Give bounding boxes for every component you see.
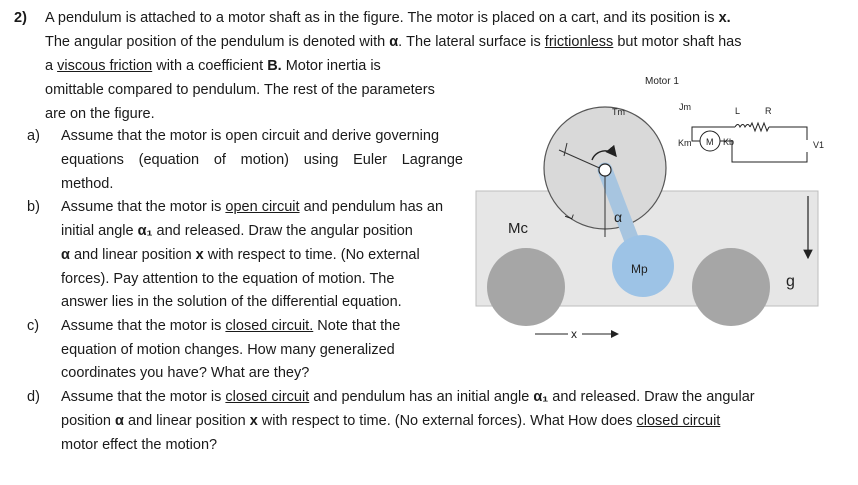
right-wheel xyxy=(692,248,770,326)
motor-m-label: M xyxy=(706,137,714,147)
intro-text: A pendulum is attached to a motor shaft as in the figure. The motor is placed on a cart, and its position is xyxy=(45,10,719,26)
part-b-line-5: answer lies in the solution of the differential equation. xyxy=(61,294,402,310)
x-symbol: x. xyxy=(718,10,731,26)
tm-label: Tm xyxy=(612,107,625,117)
motor-shaft xyxy=(599,164,611,176)
intro-line-3: a viscous friction with a coefficient B. Motor inertia is xyxy=(45,58,381,74)
intro-line-2: The angular position of the pendulum is denoted with α. The lateral surface is frictionless but motor shaft has xyxy=(45,34,742,50)
inductor-label: L xyxy=(735,106,741,116)
left-wheel xyxy=(487,248,565,326)
alpha-label: α xyxy=(614,209,623,225)
part-c-line-3: coordinates you have? What are they? xyxy=(61,365,310,381)
motor-label: Motor 1 xyxy=(645,76,679,87)
jm-label: Jm xyxy=(679,102,691,112)
part-d-line-3: motor effect the motion? xyxy=(61,437,218,453)
voltage-label: V1 xyxy=(813,140,825,150)
part-b-line-3: α and linear position x with respect to time. (No external xyxy=(61,247,420,263)
problem-number: 2) xyxy=(14,10,27,26)
circuit-wire-bottom xyxy=(732,141,807,162)
cart-mass-label: Mc xyxy=(508,220,528,237)
part-d-line-1: Assume that the motor is closed circuit and pendulum has an initial angle α₁ and released. Draw the angular xyxy=(61,389,755,405)
length-label: L xyxy=(563,211,577,222)
part-b-line-4: forces). Pay attention to the equation of motion. The xyxy=(61,271,395,287)
gravity-label: g xyxy=(786,273,795,290)
part-a-label: a) xyxy=(27,128,40,144)
part-a-line-3: method. xyxy=(61,176,114,192)
part-b-line-2: initial angle α₁ and released. Draw the angular position xyxy=(61,223,413,239)
part-b-line-1: Assume that the motor is open circuit and pendulum has an xyxy=(61,199,444,215)
x-label: x xyxy=(571,327,577,341)
part-a-line-2: equations (equation of motion) using Euler Lagrange xyxy=(61,152,463,168)
intro-line-5: are on the figure. xyxy=(45,106,155,122)
resistor xyxy=(750,123,769,131)
part-d-label: d) xyxy=(27,389,40,405)
intro-line-4: omittable compared to pendulum. The rest of the parameters xyxy=(45,82,435,98)
part-d-line-2: position α and linear position x with respect to time. (No external forces). What How does closed circuit xyxy=(61,413,721,429)
alpha-symbol: α xyxy=(389,34,399,50)
resistor-label: R xyxy=(765,106,772,116)
part-b-label: b) xyxy=(27,199,40,215)
part-c-label: c) xyxy=(27,318,40,334)
inductor xyxy=(735,125,750,128)
kb-label: Kb xyxy=(723,137,735,147)
circuit-wire-right xyxy=(769,127,807,140)
part-c-line-2: equation of motion changes. How many generalized xyxy=(61,342,395,358)
part-a-line-1: Assume that the motor is open circuit and derive governing xyxy=(61,128,440,144)
km-label: Km xyxy=(678,138,692,148)
part-c-line-1: Assume that the motor is closed circuit. Note that the xyxy=(61,318,401,334)
pendulum-mass-label: Mp xyxy=(631,262,648,276)
